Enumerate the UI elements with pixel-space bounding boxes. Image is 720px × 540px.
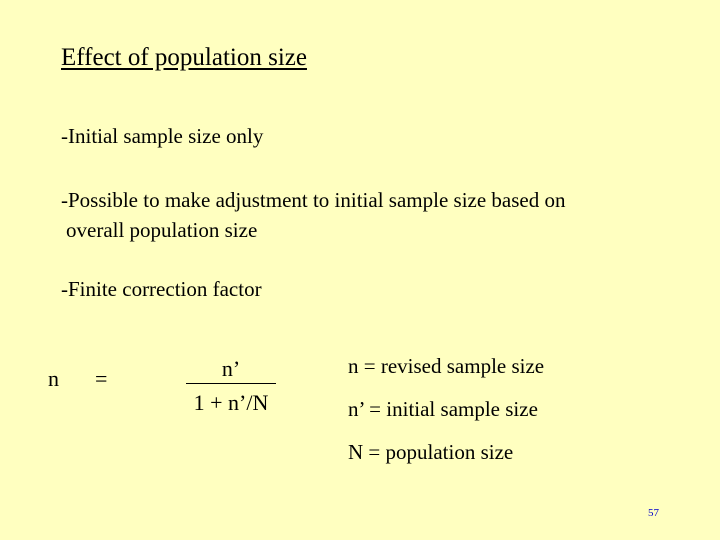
bullet-initial-sample-size: -Initial sample size only <box>61 124 264 148</box>
page-number: 57 <box>648 507 659 519</box>
bullet-adjustment-line1: -Possible to make adjustment to initial sample size based on <box>61 188 566 212</box>
formula-fraction <box>186 356 276 416</box>
slide-title: Effect of population size <box>61 44 307 71</box>
bullet-adjustment <box>61 185 566 245</box>
bullet-finite-correction: -Finite correction factor <box>61 277 262 301</box>
definition-N: N = population size <box>348 440 514 464</box>
definition-n: n = revised sample size <box>348 354 545 378</box>
formula-equals-sign: = <box>95 366 108 391</box>
definition-n-prime: n’ = initial sample size <box>348 397 538 421</box>
formula-numerator: n’ <box>186 356 276 384</box>
formula-denominator: 1 + n’/N <box>193 390 269 415</box>
formula-lhs: n <box>48 366 59 391</box>
bullet-adjustment-line2: overall population size <box>66 218 258 242</box>
